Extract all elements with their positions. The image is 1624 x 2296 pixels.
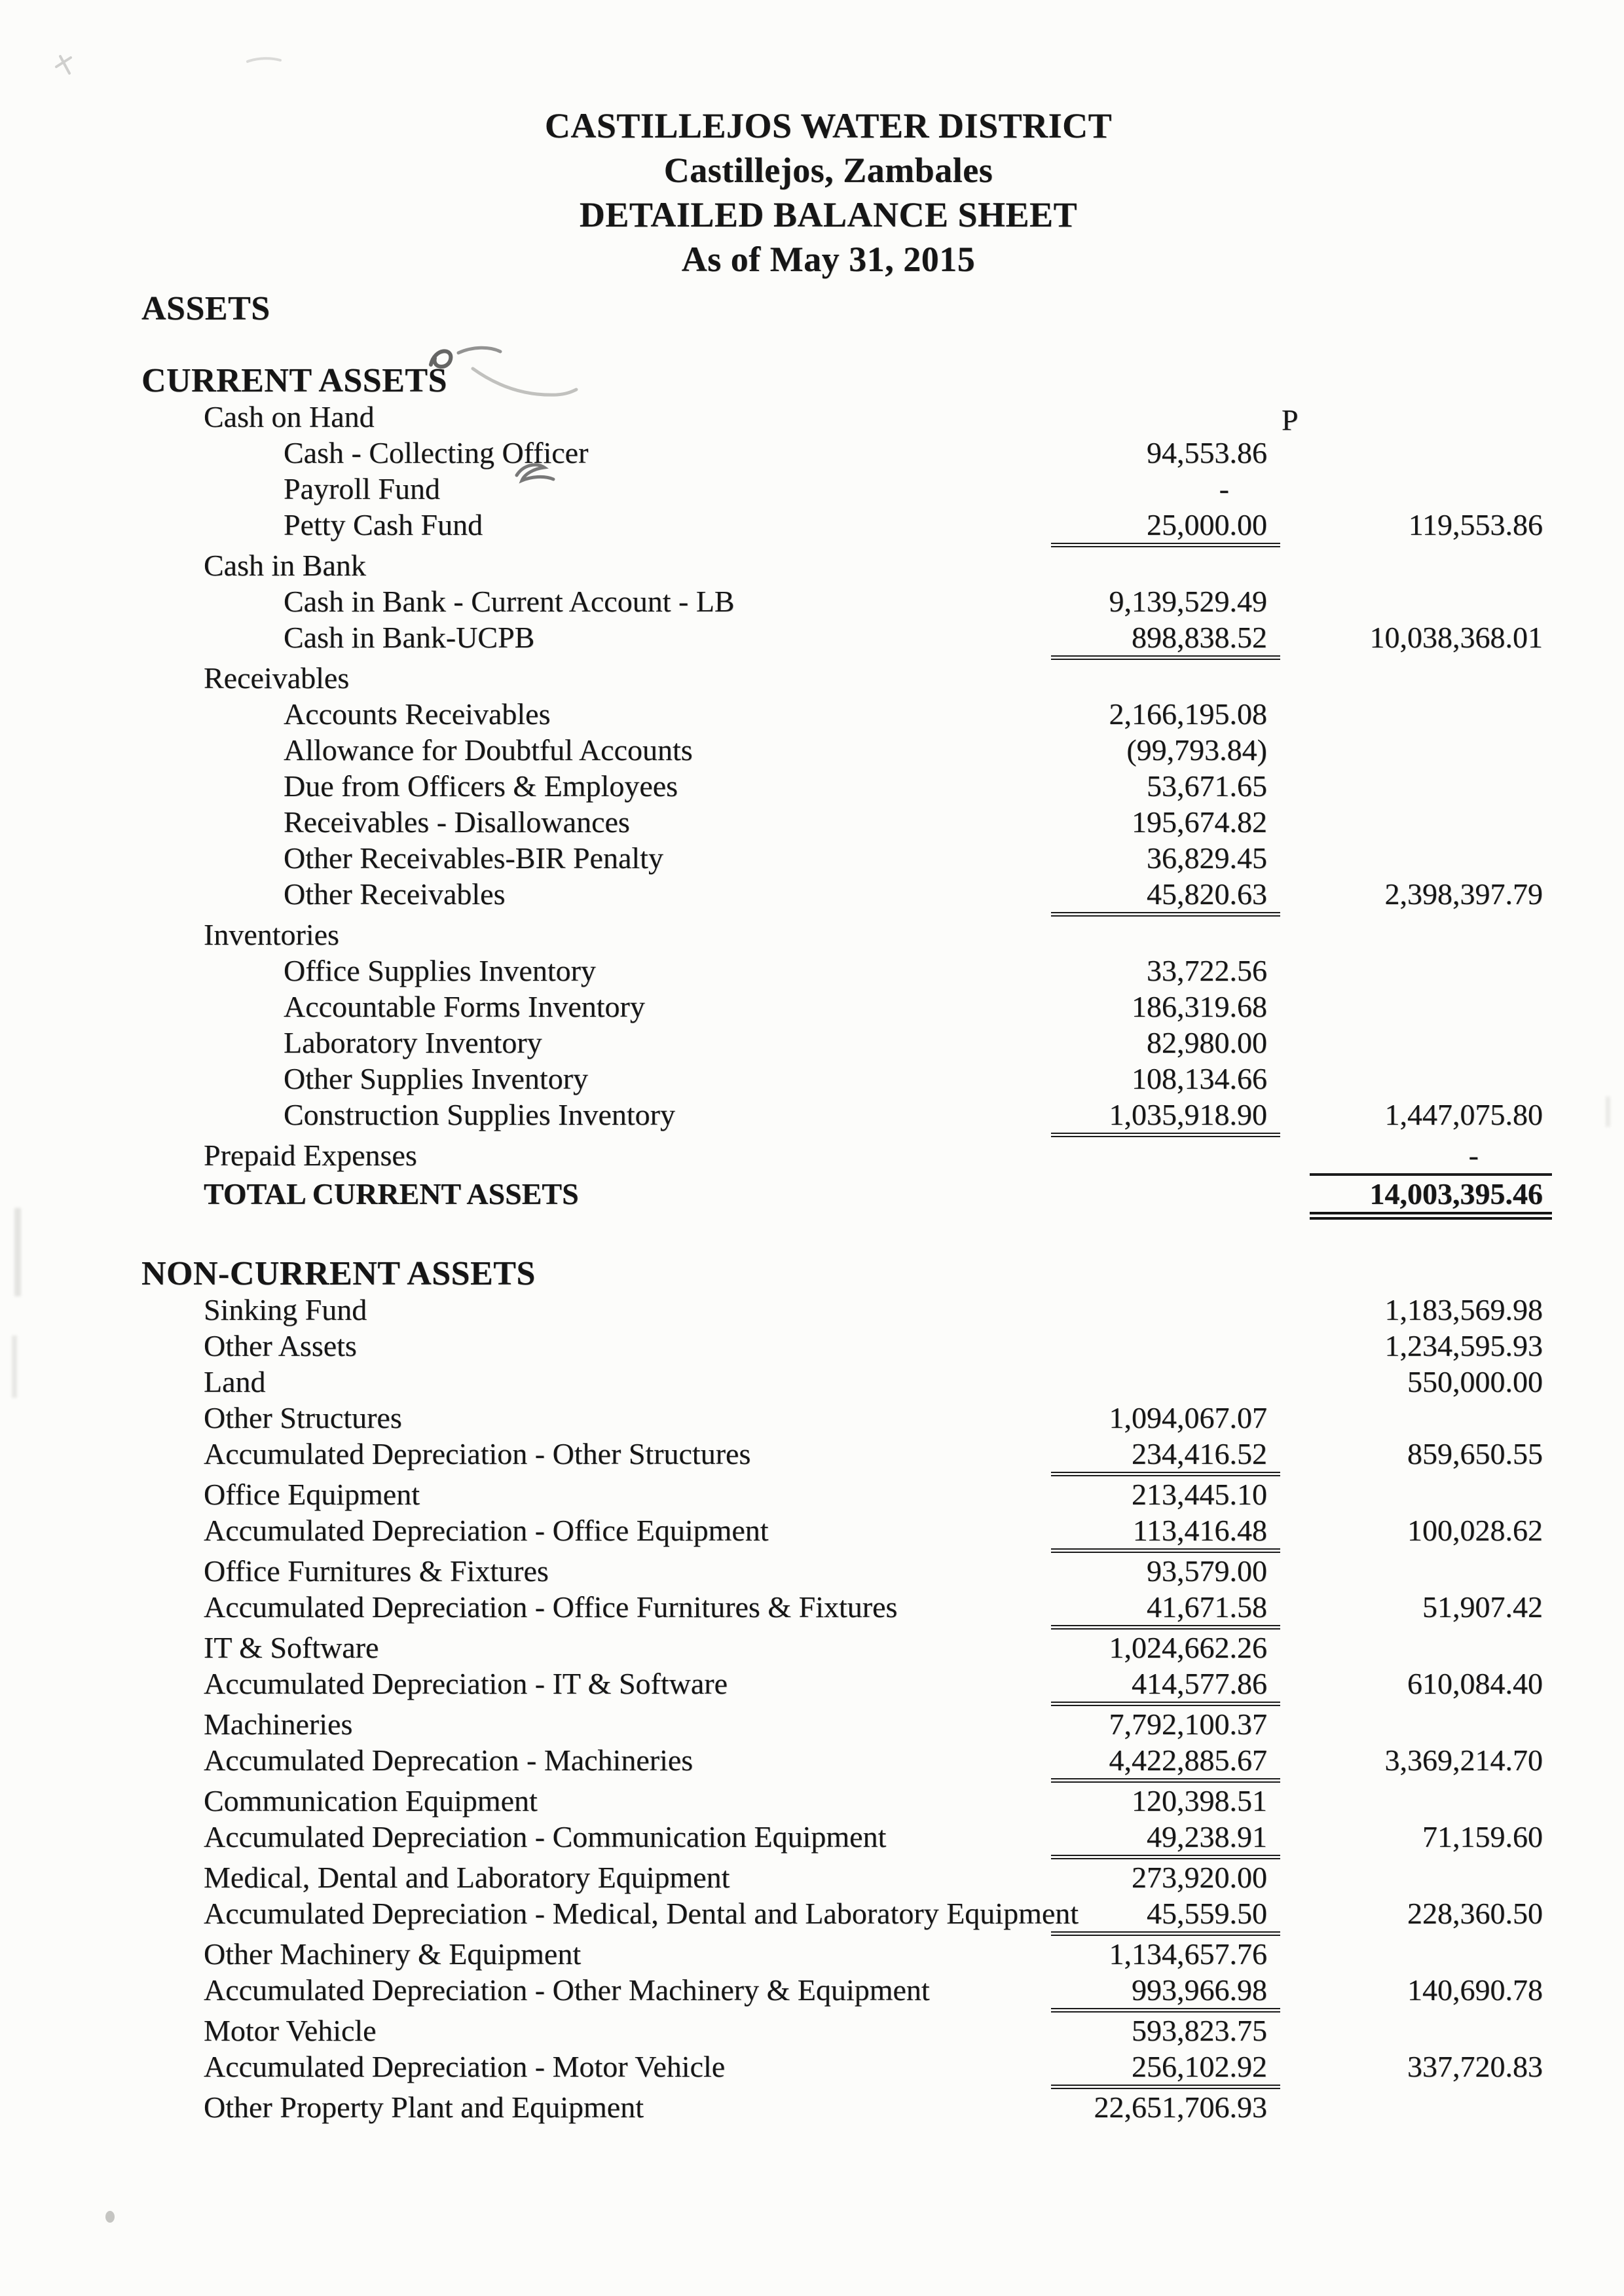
amount-detail-column: 41,671.58	[1051, 1589, 1280, 1630]
amount-detail-column: 113,416.48	[1051, 1512, 1280, 1553]
amount-detail-column: 94,553.86	[1147, 436, 1267, 469]
account-label: Accumulated Depreciation - Office Furnitures & Fixtures	[204, 1590, 898, 1624]
account-label: IT & Software	[204, 1631, 379, 1664]
amount-total-column	[1280, 1936, 1552, 1972]
account-label: Other Machinery & Equipment	[204, 1937, 581, 1971]
balance-row	[141, 1061, 1552, 1097]
balance-row	[141, 1400, 1552, 1436]
account-label: Accumulated Deprecation - Machineries	[204, 1743, 693, 1777]
amount-detail-column: 195,674.82	[1132, 805, 1267, 839]
account-label: Cash - Collecting Officer	[284, 436, 589, 469]
amount-total-column	[1280, 1061, 1552, 1097]
amount-detail-column	[1018, 291, 1280, 327]
amount-total-column: 550,000.00	[1407, 1365, 1543, 1398]
organization-name: CASTILLEJOS WATER DISTRICT	[544, 106, 1113, 145]
bottom-left-speck	[100, 2205, 126, 2231]
balance-row	[141, 989, 1552, 1025]
account-label: Other Supplies Inventory	[284, 1062, 589, 1095]
amount-detail-column: 256,102.92	[1051, 2049, 1280, 2089]
amount-detail-column: 414,577.86	[1051, 1666, 1280, 1706]
amount-total-column	[1280, 2089, 1552, 2125]
account-label: Receivables	[204, 661, 350, 695]
amount-detail-column: 4,422,885.67	[1051, 1742, 1280, 1783]
balance-row	[141, 507, 1552, 547]
account-label: Other Receivables	[284, 877, 506, 911]
account-label: Accumulated Depreciation - Medical, Dental and Laboratory Equipment	[204, 1897, 1079, 1930]
amount-total-column: 10,038,368.01	[1369, 621, 1543, 654]
account-label: Land	[204, 1365, 266, 1398]
statement-body	[0, 282, 1624, 2125]
section-header-row	[141, 363, 1552, 399]
amount-detail-column	[1018, 547, 1280, 583]
amount-total-column: 1,447,075.80	[1384, 1098, 1543, 1131]
balance-row	[141, 1706, 1552, 1742]
balance-row	[141, 1436, 1552, 1476]
amount-total-column: 100,028.62	[1407, 1514, 1543, 1547]
account-label: Motor Vehicle	[204, 2014, 377, 2047]
account-label: Accumulated Depreciation - Office Equipment	[204, 1514, 769, 1547]
amount-total-column	[1280, 989, 1552, 1025]
account-label: Accumulated Depreciation - IT & Software	[204, 1667, 728, 1700]
amount-total-column	[1280, 840, 1552, 876]
amount-total-column	[1280, 1256, 1552, 1292]
amount-detail-column: 22,651,706.93	[1094, 2090, 1267, 2124]
account-label: Cash in Bank	[204, 549, 366, 582]
amount-detail-column: 234,416.52	[1051, 1436, 1280, 1476]
amount-total-column	[1280, 547, 1552, 583]
balance-row	[141, 2013, 1552, 2049]
balance-row	[141, 1137, 1552, 1176]
amount-total-column	[1280, 1400, 1552, 1436]
amount-total-column	[1280, 804, 1552, 840]
amount-detail-column	[1018, 1256, 1280, 1292]
document-header	[0, 0, 1624, 282]
amount-total-column	[1280, 1553, 1552, 1589]
account-label: Accumulated Depreciation - Motor Vehicle	[204, 2050, 726, 2083]
balance-row	[141, 1742, 1552, 1783]
amount-total-column	[1280, 917, 1552, 953]
account-label: Allowance for Doubtful Accounts	[284, 733, 693, 767]
account-label: Other Property Plant and Equipment	[204, 2090, 644, 2124]
amount-detail-column: 108,134.66	[1132, 1062, 1267, 1095]
balance-row	[141, 1476, 1552, 1512]
account-label: Due from Officers & Employees	[284, 769, 678, 803]
amount-detail-column: 82,980.00	[1147, 1026, 1267, 1059]
currency-symbol: P	[1282, 403, 1299, 437]
amount-total-column	[1280, 1859, 1552, 1895]
amount-detail-column: 186,319.68	[1132, 990, 1267, 1023]
report-date: As of May 31, 2015	[681, 240, 976, 279]
amount-detail-column: 273,920.00	[1132, 1861, 1267, 1894]
balance-row	[141, 583, 1552, 619]
amount-total-column: 610,084.40	[1407, 1667, 1543, 1700]
section-header-row	[141, 1256, 1552, 1292]
account-label: Other Assets	[204, 1329, 357, 1362]
amount-total-column: 3,369,214.70	[1384, 1743, 1543, 1777]
balance-row	[141, 732, 1552, 768]
balance-row	[141, 1936, 1552, 1972]
amount-detail-column	[1018, 1364, 1280, 1400]
account-label: Other Structures	[204, 1401, 402, 1434]
rows	[141, 291, 1552, 2125]
account-label: Accumulated Depreciation - Communication Equipment	[204, 1820, 887, 1853]
section-header-row	[141, 291, 1552, 327]
balance-row	[141, 876, 1552, 917]
balance-row	[141, 2089, 1552, 2125]
balance-row	[141, 660, 1552, 696]
amount-detail-column: 7,792,100.37	[1109, 1707, 1267, 1741]
amount-total-column: 1,234,595.93	[1384, 1329, 1543, 1362]
account-label: Sinking Fund	[204, 1293, 367, 1326]
amount-detail-column: (99,793.84)	[1126, 733, 1267, 767]
balance-row	[141, 547, 1552, 583]
account-label: Cash in Bank-UCPB	[284, 621, 535, 654]
amount-total-column: 2,398,397.79	[1384, 877, 1543, 911]
amount-total-column: 14,003,395.46	[1310, 1176, 1552, 1220]
balance-row	[141, 435, 1552, 471]
balance-row	[141, 1364, 1552, 1400]
balance-row	[141, 1176, 1552, 1220]
amount-detail-column	[1018, 1137, 1280, 1176]
account-label: Office Supplies Inventory	[284, 954, 596, 987]
balance-row	[141, 1630, 1552, 1666]
amount-total-column: -	[1310, 1137, 1552, 1176]
amount-detail-column: 25,000.00	[1051, 507, 1280, 547]
balance-row	[141, 619, 1552, 660]
amount-detail-column	[1018, 1176, 1280, 1220]
amount-detail-column: 93,579.00	[1147, 1554, 1267, 1588]
amount-detail-column: 1,094,067.07	[1109, 1401, 1267, 1434]
amount-detail-column: -	[1219, 472, 1229, 505]
amount-detail-column: 45,820.63	[1051, 876, 1280, 917]
amount-detail-column: 53,671.65	[1147, 769, 1267, 803]
amount-total-column: 51,907.42	[1422, 1590, 1543, 1624]
report-title: DETAILED BALANCE SHEET	[579, 195, 1078, 234]
amount-detail-column	[1018, 917, 1280, 953]
amount-detail-column: 33,722.56	[1147, 954, 1267, 987]
amount-total-column	[1280, 1025, 1552, 1061]
balance-row	[141, 399, 1552, 435]
amount-detail-column	[1018, 363, 1280, 399]
account-label: Receivables - Disallowances	[284, 805, 630, 839]
amount-detail-column	[1018, 660, 1280, 696]
balance-row	[141, 804, 1552, 840]
account-label: Communication Equipment	[204, 1784, 538, 1817]
balance-row	[141, 917, 1552, 953]
balance-row	[141, 1512, 1552, 1553]
amount-detail-column	[1018, 1328, 1280, 1364]
account-label: Accumulated Depreciation - Other Structures	[204, 1437, 751, 1470]
account-label: Office Equipment	[204, 1478, 420, 1511]
section-header-label: ASSETS	[141, 290, 270, 327]
balance-row	[141, 1972, 1552, 2013]
amount-total-column	[1280, 2013, 1552, 2049]
section-header-label: CURRENT ASSETS	[141, 362, 448, 399]
account-label: Payroll Fund	[284, 472, 440, 505]
amount-total-column: 71,159.60	[1422, 1820, 1543, 1853]
amount-detail-column: 898,838.52	[1051, 619, 1280, 660]
amount-total-column: 1,183,569.98	[1384, 1293, 1543, 1326]
account-label: Accounts Receivables	[284, 697, 551, 731]
amount-total-column	[1280, 660, 1552, 696]
account-label: Medical, Dental and Laboratory Equipment	[204, 1861, 730, 1894]
account-label: Laboratory Inventory	[284, 1026, 542, 1059]
amount-total-column	[1280, 363, 1552, 399]
balance-row	[141, 768, 1552, 804]
section-header-label: NON-CURRENT ASSETS	[141, 1255, 536, 1292]
amount-detail-column: 213,445.10	[1132, 1478, 1267, 1511]
amount-detail-column: 9,139,529.49	[1109, 585, 1267, 618]
balance-row	[141, 1292, 1552, 1328]
account-label: Cash in Bank - Current Account - LB	[284, 585, 735, 618]
amount-total-column: 228,360.50	[1407, 1897, 1543, 1930]
amount-total-column	[1280, 696, 1552, 732]
account-label: Other Receivables-BIR Penalty	[284, 841, 663, 875]
balance-row	[141, 1097, 1552, 1137]
balance-row	[141, 1025, 1552, 1061]
account-label: TOTAL CURRENT ASSETS	[204, 1177, 579, 1211]
account-label: Inventories	[204, 918, 339, 951]
amount-total-column: 337,720.83	[1407, 2050, 1543, 2083]
balance-row	[141, 1553, 1552, 1589]
balance-row	[141, 1895, 1552, 1936]
organization-location: Castillejos, Zambales	[663, 151, 993, 190]
amount-total-column	[1280, 583, 1552, 619]
amount-total-column: 859,650.55	[1407, 1437, 1543, 1470]
balance-row	[141, 1819, 1552, 1859]
amount-detail-column: 49,238.91	[1051, 1819, 1280, 1859]
amount-total-column	[1280, 291, 1552, 327]
account-label: Accumulated Depreciation - Other Machinery & Equipment	[204, 1973, 930, 2007]
balance-row	[141, 953, 1552, 989]
balance-row	[141, 696, 1552, 732]
amount-total-column	[1280, 435, 1552, 471]
balance-row	[141, 471, 1552, 507]
balance-row	[141, 1859, 1552, 1895]
amount-total-column	[1280, 732, 1552, 768]
amount-total-column	[1280, 1706, 1552, 1742]
account-label: Office Furnitures & Fixtures	[204, 1554, 549, 1588]
amount-detail-column: 36,829.45	[1147, 841, 1267, 875]
amount-total-column	[1280, 953, 1552, 989]
amount-total-column: 119,553.86	[1408, 508, 1543, 541]
balance-row	[141, 1666, 1552, 1706]
account-label: Petty Cash Fund	[284, 508, 483, 541]
amount-total-column: 140,690.78	[1407, 1973, 1543, 2007]
balance-row	[141, 840, 1552, 876]
account-label: Construction Supplies Inventory	[284, 1098, 675, 1131]
amount-total-column	[1280, 1783, 1552, 1819]
amount-total-column	[1280, 471, 1552, 507]
amount-detail-column: 993,966.98	[1051, 1972, 1280, 2013]
amount-detail-column: 45,559.50	[1051, 1895, 1280, 1936]
balance-row	[141, 1589, 1552, 1630]
balance-row	[141, 1783, 1552, 1819]
balance-row	[141, 2049, 1552, 2089]
amount-detail-column	[1018, 399, 1280, 435]
amount-total-column	[1280, 768, 1552, 804]
amount-detail-column: 120,398.51	[1132, 1784, 1267, 1817]
account-label: Accountable Forms Inventory	[284, 990, 645, 1023]
account-label: Cash on Hand	[204, 400, 375, 433]
amount-detail-column: 593,823.75	[1132, 2014, 1267, 2047]
amount-detail-column: 2,166,195.08	[1109, 697, 1267, 731]
amount-total-column	[1280, 1630, 1552, 1666]
account-label: Machineries	[204, 1707, 353, 1741]
balance-row	[141, 1328, 1552, 1364]
amount-detail-column	[1018, 1292, 1280, 1328]
amount-detail-column: 1,024,662.26	[1109, 1631, 1267, 1664]
amount-detail-column: 1,134,657.76	[1109, 1937, 1267, 1971]
account-label: Prepaid Expenses	[204, 1139, 417, 1172]
amount-total-column	[1280, 1476, 1552, 1512]
amount-detail-column: 1,035,918.90	[1051, 1097, 1280, 1137]
